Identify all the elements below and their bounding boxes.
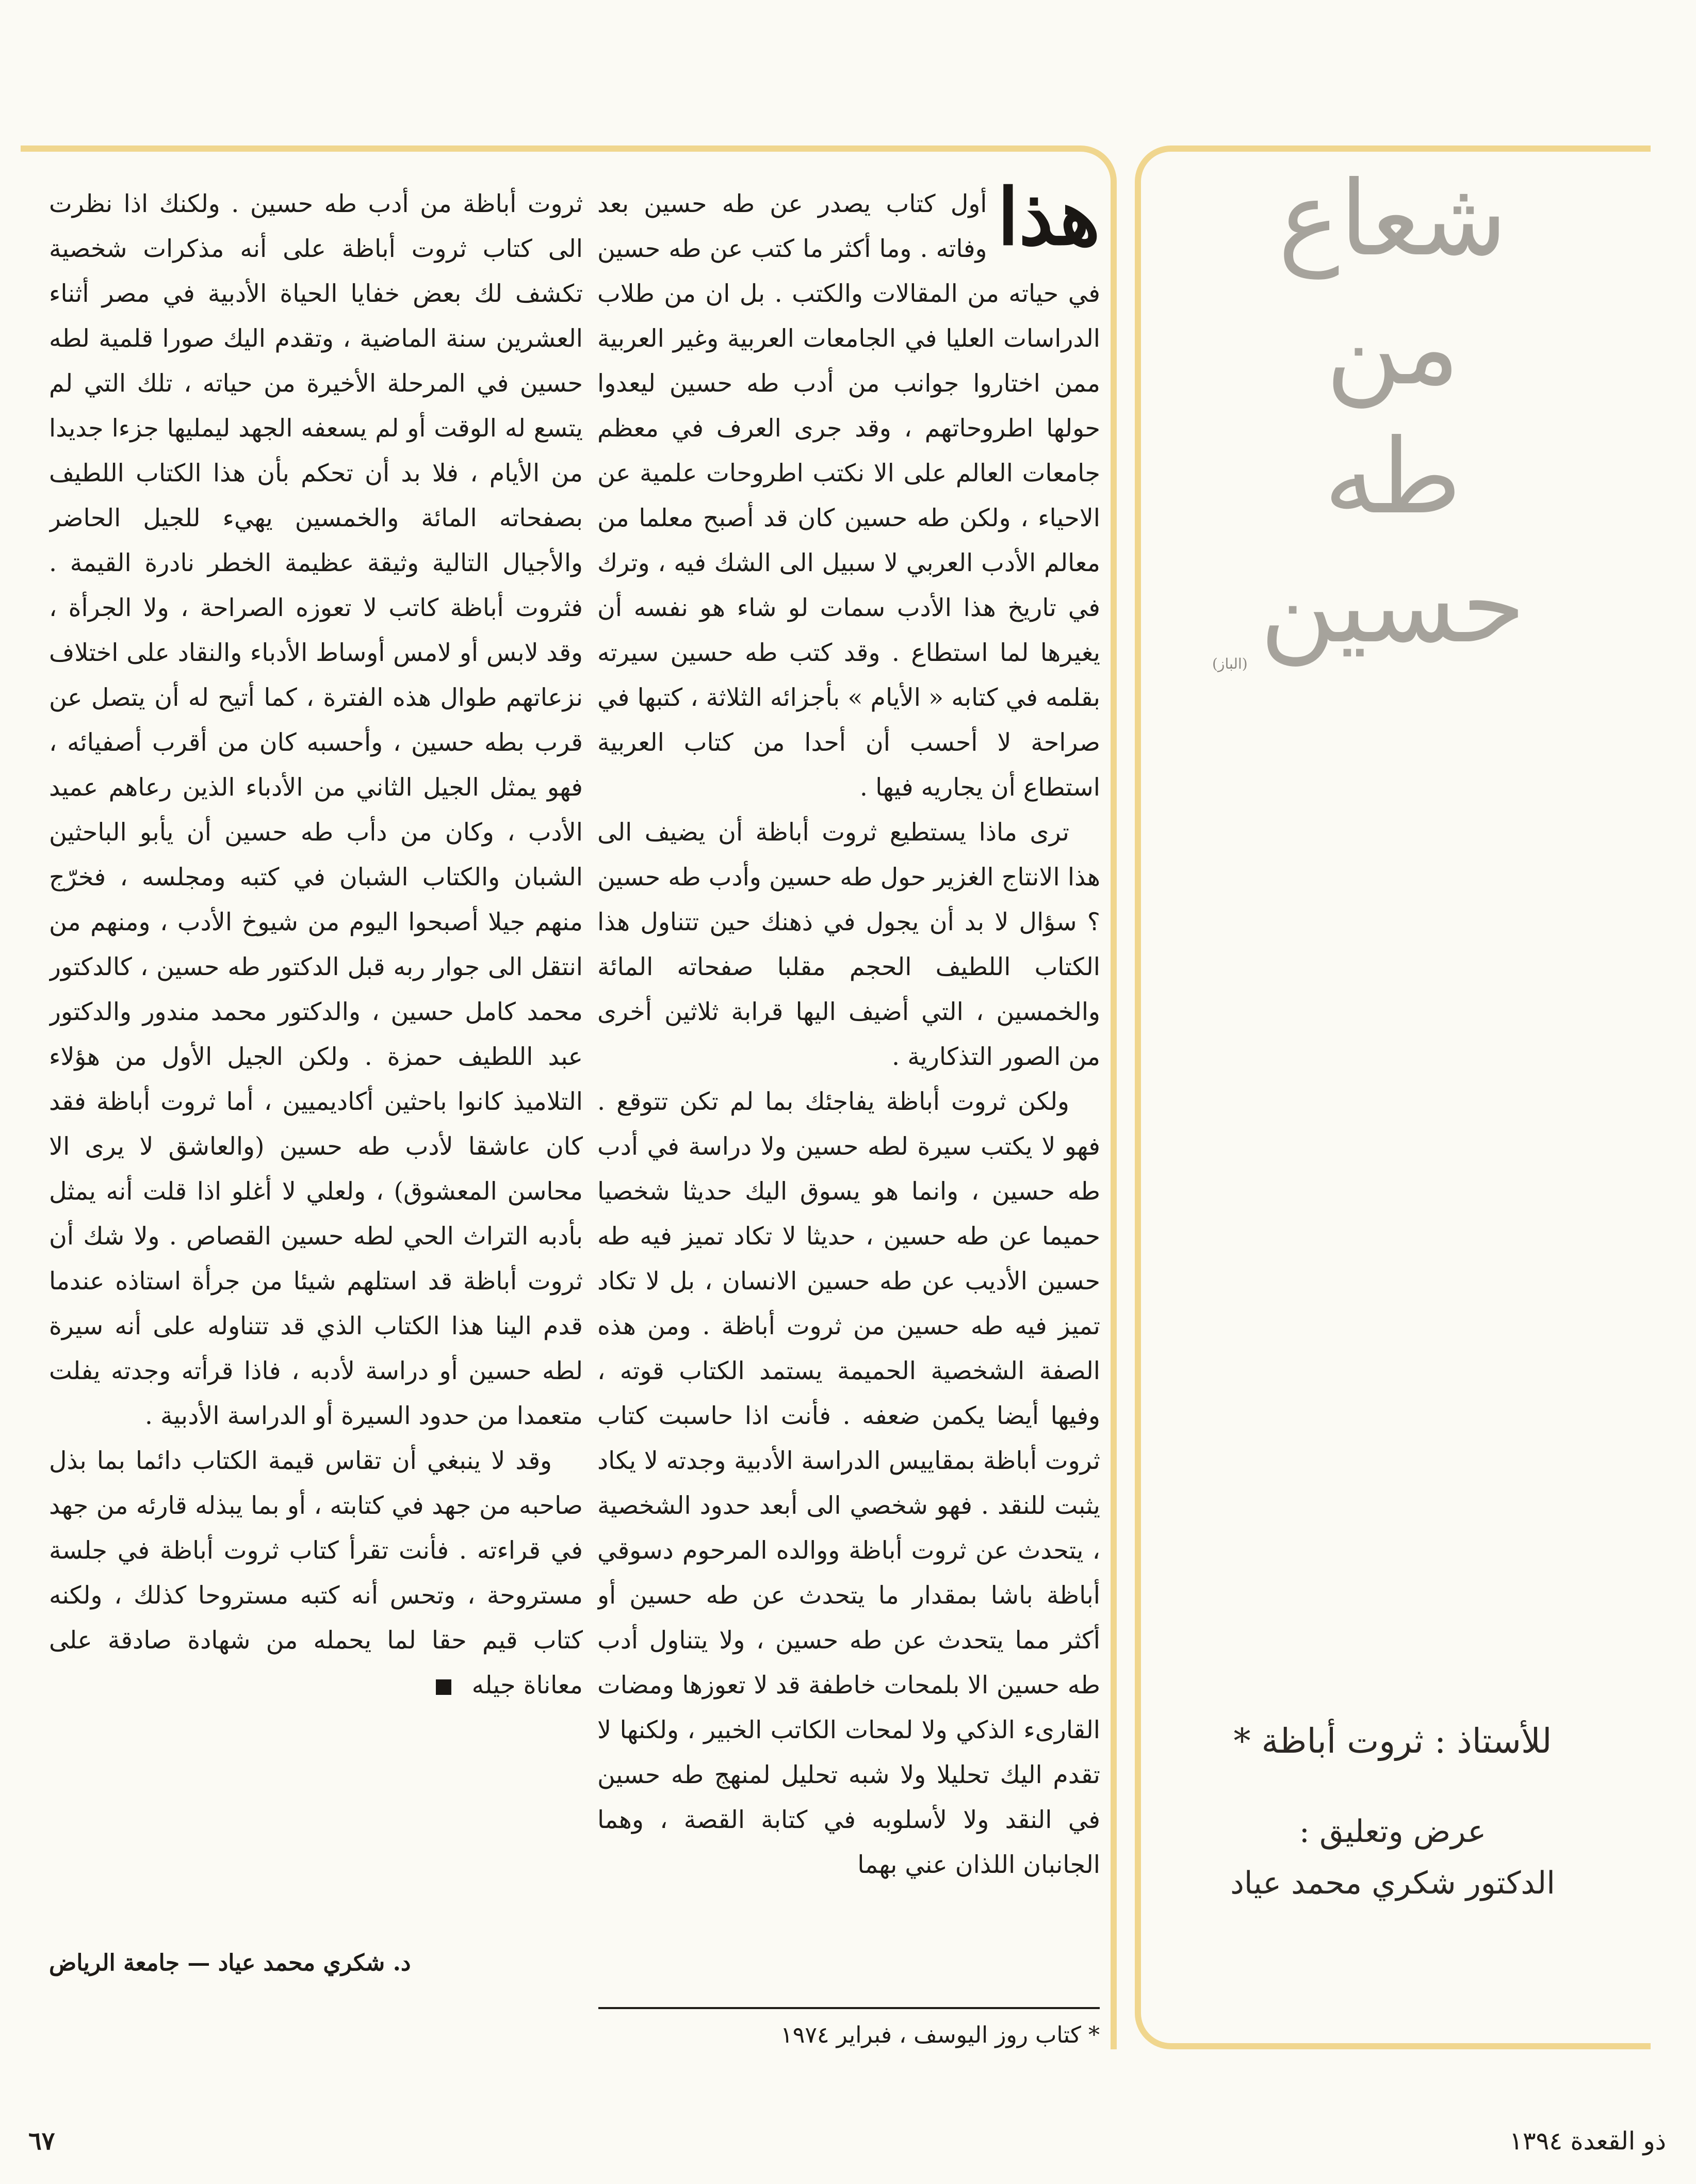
issue-month: ذو القعدة ١٣٩٤ bbox=[1509, 2127, 1666, 2156]
paragraph: ثروت أباظة من أدب طه حسين . ولكنك اذا نظرت الى كتاب ثروت أباظة على أنه مذكرات شخصية تكشف لك بعض خفايا الحياة الأدبية في مصر أثناء العشرين سنة الماضية ، وتقدم اليك صورا قلمية لطه حسين في المرحلة الأخيرة من حياته ، تلك التي لم يتسع له الوقت أو لم يسعفه الجهد ليمليها جزءا جديدا من الأيام ، فلا بد أن تحكم بأن هذا الكتاب اللطيف بصفحاته المائة والخمسين يهيء للجيل الحاضر والأجيال التالية وثيقة عظيمة الخطر نادرة القيمة . فثروت أباظة كاتب لا تعوزه الصراحة ، ولا الجرأة ، وقد لابس أو لامس أوساط الأدباء والنقاد على اختلاف نزعاتهم طوال هذه الفترة ، كما أتيح له أن يتصل عن قرب بطه حسين ، وأحسبه كان من أقرب أصفيائه ، فهو يمثل الجيل الثاني من الأدباء الذين رعاهم عميد الأدب ، وكان من دأب طه حسين أن يأبو الباحثين الشبان والكتاب الشبان في كتبه ومجلسه ، فخرّج منهم جيلا أصبحوا اليوم من شيوخ الأدب ، ومنهم من انتقل الى جوار ربه قبل الدكتور طه حسين ، كالدكتور محمد كامل حسين ، والدكتور محمد مندور والدكتور عبد اللطيف حمزة . ولكن الجيل الأول من هؤلاء التلاميذ كانوا باحثين أكاديميين ، أما ثروت أباظة فقد كان عاشقا لأدب طه حسين (والعاشق لا يرى الا محاسن المعشوق) ، ولعلي لا أغلو اذا قلت أنه يمثل بأدبه التراث الحي لطه حسين القصاص . ولا شك أن ثروت أباظة قد استلهم شيئا من جرأة استاذه عندما قدم الينا هذا الكتاب الذي قد تتناوله على أنه سيرة لطه حسين أو دراسة لأدبه ، فاذا قرأته وجدته يفلت متعمدا من حدود السيرة أو الدراسة الأدبية . bbox=[49, 190, 583, 1430]
title-line-1: شعاع bbox=[1278, 159, 1508, 279]
byline bbox=[1145, 1713, 1640, 1909]
footnote: * كتاب روز اليوسف ، فبراير ١٩٧٤ bbox=[780, 2022, 1100, 2048]
paragraph-text: وقد لا ينبغي أن تقاس قيمة الكتاب دائما بما بذل صاحبه من جهد في كتابته ، أو بما يبذله قارئه من جهد في قراءته . فأنت تقرأ كتاب ثروت أباظة في جلسة مستروحة ، وتحس أنه كتبه مستروحا كذلك ، ولكنه كتاب قيم حقا لما يحمله من شهادة صادقة على معاناة جيله bbox=[49, 1447, 583, 1700]
title-line-4: حسين bbox=[1260, 546, 1526, 666]
title-line-2: من bbox=[1326, 288, 1460, 408]
reviewer-label: عرض وتعليق : bbox=[1299, 1814, 1487, 1850]
paragraph-final bbox=[49, 1438, 583, 1708]
title-line-3: طه bbox=[1324, 417, 1462, 537]
end-mark-icon bbox=[436, 1679, 451, 1695]
dropcap: هذا bbox=[997, 182, 1100, 263]
signature: د. شكري محمد عياد — جامعة الرياض bbox=[49, 1950, 411, 1976]
article-column-right bbox=[597, 182, 1100, 1972]
article-title bbox=[1135, 155, 1651, 722]
paragraph: ترى ماذا يستطيع ثروت أباظة أن يضيف الى هذا الانتاج الغزير حول طه حسين وأدب طه حسين ؟ سؤال لا بد أن يجول في ذهنك حين تتناول هذا الكتاب اللطيف الحجم مقلبا صفحاته المائة والخمسين ، التي أضيف اليها قرابة ثلاثين أخرى من الصور التذكارية . bbox=[597, 818, 1100, 1071]
article-column-left bbox=[49, 182, 583, 1972]
paragraph: ولكن ثروت أباظة يفاجئك بما لم تكن تتوقع . فهو لا يكتب سيرة لطه حسين ولا دراسة في أدب طه حسين ، وانما هو يسوق اليك حديثا شخصيا حميما عن طه حسين ، حديثا لا تكاد تميز فيه طه حسين الأديب عن طه حسين الانسان ، بل لا تكاد تميز فيه طه حسين من ثروت أباظة . ومن هذه الصفة الشخصية الحميمة يستمد الكتاب قوته ، وفيها أيضا يكمن ضعفه . فأنت اذا حاسبت كتاب ثروت أباظة بمقاييس الدراسة الأدبية وجدته لا يكاد يثبت للنقد . فهو شخصي الى أبعد حدود الشخصية ، يتحدث عن ثروت أباظة ووالده المرحوم دسوقي أباظة باشا بمقدار ما يتحدث عن طه حسين أو أكثر مما يتحدث عن طه حسين ، ولا يتناول أدب طه حسين الا بلمحات خاطفة قد لا تعوزها ومضات القارىء الذكي ولا لمحات الكاتب الخبير ، ولكنها لا تقدم اليك تحليلا ولا شبه تحليل لمنهج طه حسين في النقد ولا لأسلوبه في كتابة القصة ، وهما الجانبان اللذان عني بهما bbox=[597, 1088, 1100, 1879]
footnote-divider bbox=[598, 2007, 1100, 2009]
page-number: ٦٧ bbox=[28, 2127, 55, 2156]
reviewer-name: الدكتور شكري محمد عياد bbox=[1230, 1865, 1555, 1901]
author-name: للأستاذ : ثروت أباظة * bbox=[1233, 1721, 1552, 1761]
paragraph: أول كتاب يصدر عن طه حسين بعد وفاته . وما أكثر ما كتب عن طه حسين في حياته من المقالات والكتب . بل ان من طلاب الدراسات العليا في الجامعات العربية وغير العربية ممن اختاروا جوانب من أدب طه حسين ليعدوا حولها اطروحاتهم ، وقد جرى العرف في معظم جامعات العالم على الا نكتب اطروحات علمية عن الاحياء ، ولكن طه حسين كان قد أصبح معلما من معالم الأدب العربي لا سبيل الى الشك فيه ، وترك في تاريخ هذا الأدب سمات لو شاء هو نفسه أن يغيرها لما استطاع . وقد كتب طه حسين سيرته بقلمه في كتابه « الأيام » بأجزائه الثلاثة ، كتبها في صراحة لا أحسب أن أحدا من كتاب العربية استطاع أن يجاريه فيها . bbox=[597, 190, 1100, 802]
calligrapher-mark: (الباز) bbox=[1212, 655, 1248, 672]
